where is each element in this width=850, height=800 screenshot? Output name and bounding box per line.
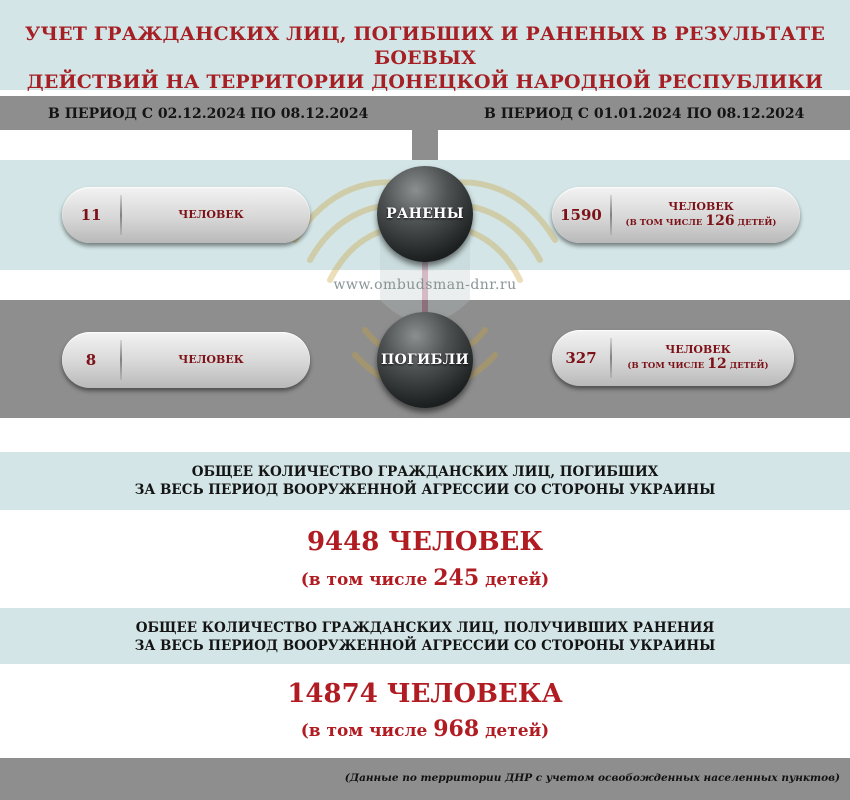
wounded-yearly-label (612, 187, 790, 243)
killed-yearly-children (627, 357, 768, 373)
total-killed-heading (0, 463, 850, 499)
wounded-weekly-label (122, 187, 300, 243)
footnote: (Данные по территории ДНР с учетом освобожденных населенных пунктов) (344, 772, 840, 784)
wounded-yearly-unit: ЧЕЛОВЕК (668, 200, 734, 213)
killed-weekly-label (122, 332, 300, 388)
killed-yearly-label (612, 330, 784, 386)
children-count: 245 (433, 565, 480, 591)
watermark-url: www.ombudsman-dnr.ru (333, 277, 517, 293)
period-weekly-label: В ПЕРИОД С 02.12.2024 ПО 08.12.2024 (48, 106, 369, 122)
children-count: 12 (707, 356, 727, 372)
killed-weekly-count: 8 (85, 351, 97, 369)
page-title-line2: ДЕЙСТВИЙ НА ТЕРРИТОРИИ ДОНЕЦКОЙ НАРОДНОЙ РЕСПУБЛИКИ (26, 71, 824, 93)
total-wounded-heading (0, 619, 850, 655)
page-title-line1: УЧЕТ ГРАЖДАНСКИХ ЛИЦ, ПОГИБШИХ И РАНЕНЫХ В РЕЗУЛЬТАТЕ БОЕВЫХ (24, 23, 826, 69)
total-killed-heading-line2: ЗА ВЕСЬ ПЕРИОД ВООРУЖЕННОЙ АГРЕССИИ СО СТОРОНЫ УКРАИНЫ (134, 482, 716, 498)
total-killed-children (0, 565, 850, 591)
killed-yearly-pill (552, 330, 794, 386)
wounded-weekly-count: 11 (80, 206, 102, 224)
center-connector (412, 130, 438, 160)
wounded-weekly-unit: ЧЕЛОВЕК (178, 208, 244, 221)
total-wounded-children (0, 716, 850, 742)
killed-yearly-unit: ЧЕЛОВЕК (665, 343, 731, 356)
wounded-yearly-count: 1590 (560, 206, 602, 224)
wounded-yearly-children (626, 214, 777, 230)
total-wounded-heading-line1: ОБЩЕЕ КОЛИЧЕСТВО ГРАЖДАНСКИХ ЛИЦ, ПОЛУЧИВШИХ РАНЕНИЯ (135, 620, 715, 636)
children-suffix: ДЕТЕЙ) (729, 361, 769, 371)
children-prefix: (в том числе (300, 570, 428, 590)
total-wounded-value: 14874 ЧЕЛОВЕКА (287, 679, 563, 709)
children-suffix: ДЕТЕЙ) (737, 218, 777, 228)
killed-weekly-pill (62, 332, 310, 388)
period-yearly-label: В ПЕРИОД С 01.01.2024 ПО 08.12.2024 (484, 106, 805, 122)
killed-ball-label: ПОГИБЛИ (381, 352, 469, 368)
total-killed-value: 9448 ЧЕЛОВЕК (306, 527, 544, 557)
children-suffix: детей) (485, 721, 550, 741)
killed-ball (377, 312, 473, 408)
total-wounded-heading-line2: ЗА ВЕСЬ ПЕРИОД ВООРУЖЕННОЙ АГРЕССИИ СО СТОРОНЫ УКРАИНЫ (134, 638, 716, 654)
page-title (0, 22, 850, 94)
killed-yearly-count: 327 (565, 349, 597, 367)
wounded-yearly-pill (552, 187, 800, 243)
killed-weekly-unit: ЧЕЛОВЕК (178, 353, 244, 366)
wounded-ball (377, 166, 473, 262)
children-count: 126 (705, 213, 735, 229)
children-suffix: детей) (485, 570, 550, 590)
wounded-weekly-pill (62, 187, 310, 243)
children-prefix: (В ТОМ ЧИСЛЕ (627, 361, 705, 371)
wounded-ball-label: РАНЕНЫ (386, 206, 464, 222)
children-prefix: (В ТОМ ЧИСЛЕ (625, 218, 703, 228)
children-prefix: (в том числе (300, 721, 428, 741)
total-killed-heading-line1: ОБЩЕЕ КОЛИЧЕСТВО ГРАЖДАНСКИХ ЛИЦ, ПОГИБШИХ (191, 464, 659, 480)
children-count: 968 (433, 716, 480, 742)
